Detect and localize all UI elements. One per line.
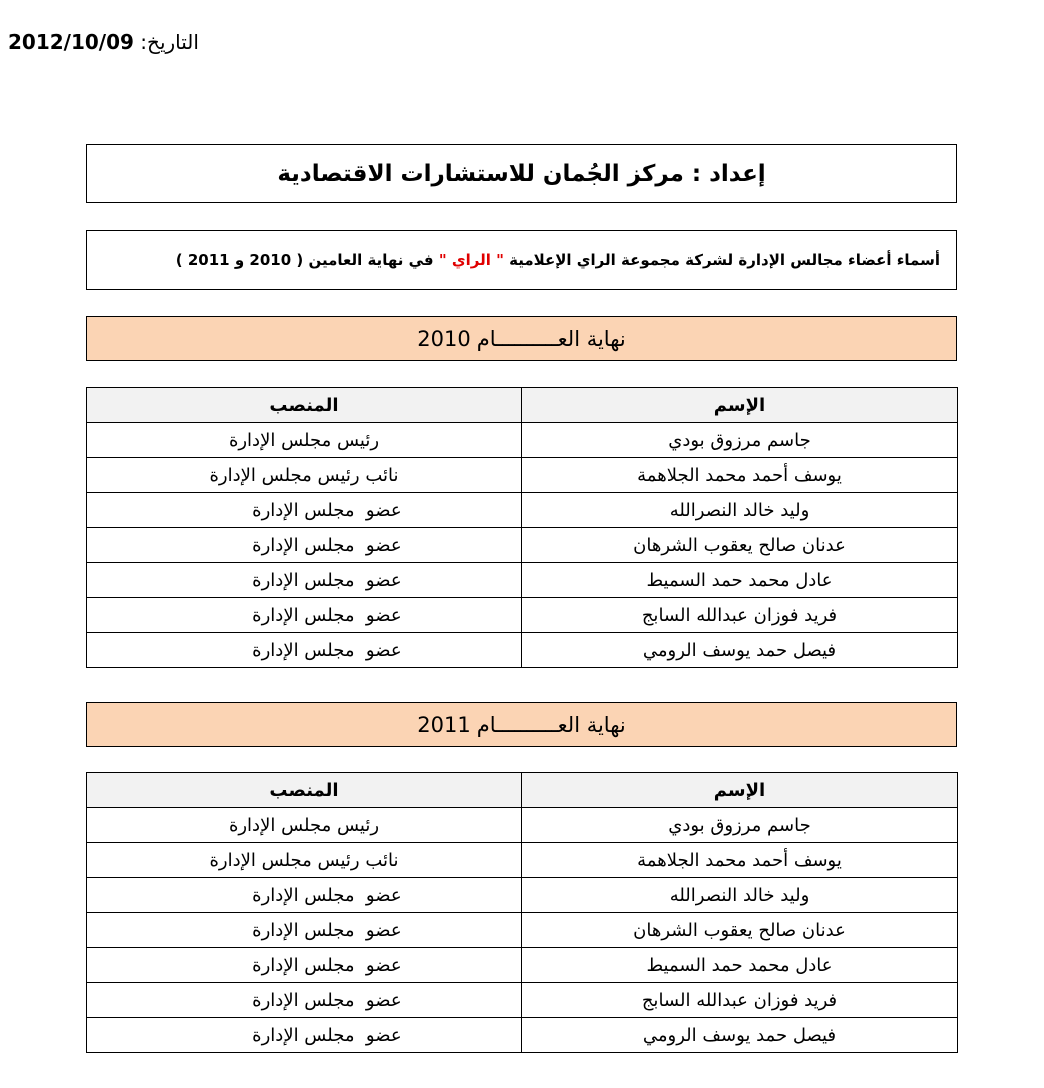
board-table-2010	[86, 387, 958, 668]
member-name: فيصل حمد يوسف الرومي	[522, 633, 958, 668]
column-header-position: المنصب	[87, 773, 522, 808]
member-position: عضو مجلس الإدارة	[87, 493, 522, 528]
member-name: يوسف أحمد محمد الجلاهمة	[522, 458, 958, 493]
member-position: عضو مجلس الإدارة	[87, 983, 522, 1018]
member-position: رئيس مجلس الإدارة	[87, 808, 522, 843]
member-name: عدنان صالح يعقوب الشرهان	[522, 913, 958, 948]
table-row	[87, 528, 958, 563]
member-name: فريد فوزان عبدالله السابج	[522, 983, 958, 1018]
table-row	[87, 1018, 958, 1053]
table-row	[87, 843, 958, 878]
column-header-position: المنصب	[87, 388, 522, 423]
member-name: فريد فوزان عبدالله السابج	[522, 598, 958, 633]
member-position: عضو مجلس الإدارة	[87, 563, 522, 598]
report-subtitle-box	[86, 230, 957, 290]
report-date	[8, 30, 199, 54]
board-table-2011	[86, 772, 958, 1053]
member-name: عادل محمد حمد السميط	[522, 563, 958, 598]
year-band-year: 2010	[417, 326, 471, 351]
member-name: فيصل حمد يوسف الرومي	[522, 1018, 958, 1053]
member-name: يوسف أحمد محمد الجلاهمة	[522, 843, 958, 878]
member-position: نائب رئيس مجلس الإدارة	[87, 458, 522, 493]
subtitle-part-1: أسماء أعضاء مجالس الإدارة لشركة مجموعة الراي الإعلامية	[503, 251, 940, 269]
member-name: عدنان صالح يعقوب الشرهان	[522, 528, 958, 563]
year-band-label: نهاية العــــــــــام	[476, 712, 626, 737]
table-header-row	[87, 388, 958, 423]
table-row	[87, 633, 958, 668]
table-row	[87, 808, 958, 843]
member-position: عضو مجلس الإدارة	[87, 633, 522, 668]
member-position: عضو مجلس الإدارة	[87, 913, 522, 948]
table-row	[87, 563, 958, 598]
date-value: 2012/10/09	[8, 30, 134, 54]
table-row	[87, 458, 958, 493]
table-row	[87, 878, 958, 913]
year-band-year: 2011	[417, 712, 471, 737]
year-band-2011	[86, 702, 957, 747]
table-row	[87, 913, 958, 948]
member-name: وليد خالد النصرالله	[522, 493, 958, 528]
subtitle-part-2: في نهاية العامين ( 2010 و 2011 )	[175, 251, 439, 269]
year-band-2010	[86, 316, 957, 361]
table-row	[87, 493, 958, 528]
table-header-row	[87, 773, 958, 808]
member-name: جاسم مرزوق بودي	[522, 423, 958, 458]
member-position: عضو مجلس الإدارة	[87, 1018, 522, 1053]
subtitle-company-name: " الراي "	[438, 251, 504, 269]
member-name: وليد خالد النصرالله	[522, 878, 958, 913]
table-row	[87, 423, 958, 458]
subtitle-text	[176, 251, 940, 269]
member-position: عضو مجلس الإدارة	[87, 878, 522, 913]
member-position: عضو مجلس الإدارة	[87, 948, 522, 983]
member-position: عضو مجلس الإدارة	[87, 598, 522, 633]
date-label: التاريخ:	[140, 30, 199, 54]
member-name: عادل محمد حمد السميط	[522, 948, 958, 983]
table-row	[87, 948, 958, 983]
member-position: نائب رئيس مجلس الإدارة	[87, 843, 522, 878]
report-title-box	[86, 144, 957, 203]
table-row	[87, 983, 958, 1018]
year-band-label: نهاية العــــــــــام	[476, 326, 626, 351]
member-position: عضو مجلس الإدارة	[87, 528, 522, 563]
column-header-name: الإسم	[522, 773, 958, 808]
member-position: رئيس مجلس الإدارة	[87, 423, 522, 458]
table-row	[87, 598, 958, 633]
member-name: جاسم مرزوق بودي	[522, 808, 958, 843]
column-header-name: الإسم	[522, 388, 958, 423]
report-title: إعداد : مركز الجُمان للاستشارات الاقتصادية	[277, 160, 766, 187]
